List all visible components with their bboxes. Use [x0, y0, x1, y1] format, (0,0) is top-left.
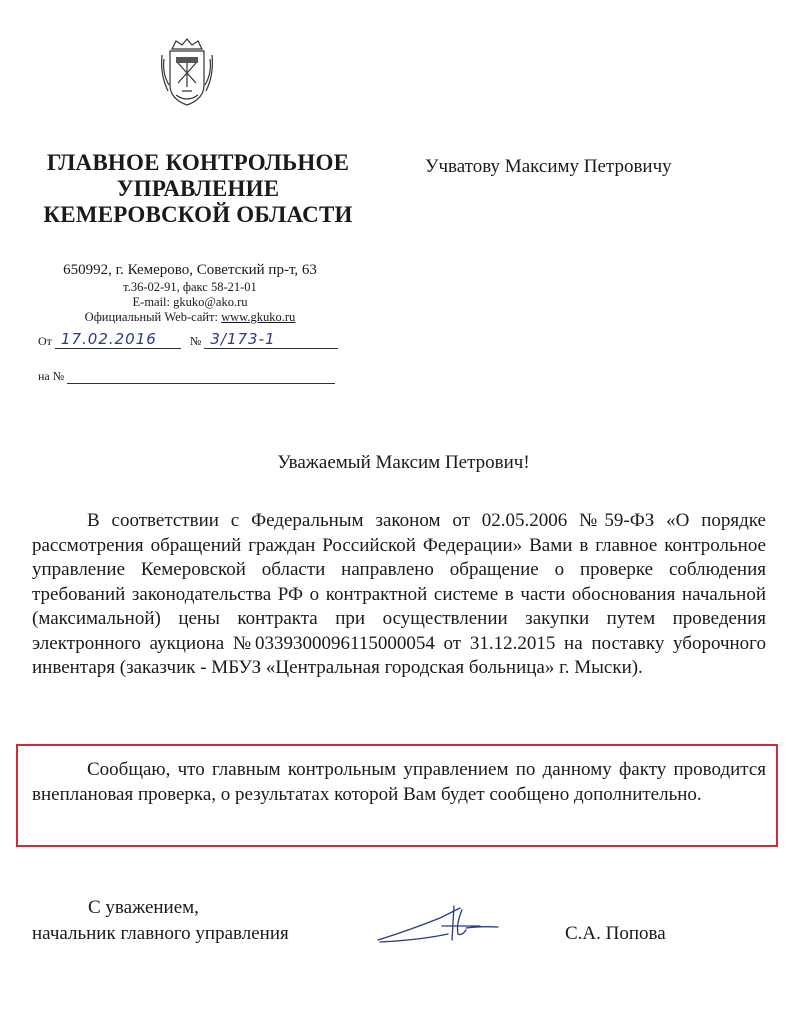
closing: С уважением, — [88, 897, 199, 918]
paragraph-1-text: В соответствии с Федеральным законом от 02.05.2006 №59-ФЗ «О порядке рассмотрения обращений граждан Российской Федерации» Вами в главное контрольное управление Кемеровской области направлено обращение о проверке соблюдения требований законодательства РФ о контрактной системе в части обоснования начальной (максимальной) цены контракта при осуществлении закупки путем проведения электронного аукциона №0339300096115000054 от 31.12.2015 на поставку уборочного инвентаря (заказчик - МБУЗ «Центральная городская больница» г. Мыски). — [32, 510, 766, 678]
body-paragraph-1 — [32, 509, 766, 681]
address: 650992, г. Кемерово, Советский пр-т, 63 — [63, 262, 317, 278]
body-paragraph-2 — [32, 758, 766, 807]
handwritten-signature-icon — [370, 900, 520, 950]
organization-name — [28, 150, 368, 228]
org-name-line-1: ГЛАВНОЕ КОНТРОЛЬНОЕ — [46, 150, 350, 175]
email: E-mail: gkuko@ako.ru — [132, 295, 248, 309]
from-label: От — [38, 334, 52, 348]
phones: т.36-02-91, факс 58-21-01 — [123, 280, 257, 294]
website-label: Официальный Web-сайт: — [84, 310, 218, 324]
coat-of-arms-icon — [158, 35, 216, 109]
signer-position: начальник главного управления — [32, 923, 289, 944]
date-field — [55, 330, 181, 349]
paragraph-2-text: Сообщаю, что главным контрольным управлением по данному факту проводится внеплановая проверка, о результатах которой Вам будет сообщено дополнительно. — [32, 759, 766, 805]
number-label: № — [189, 334, 202, 348]
contact-block — [20, 260, 360, 325]
greeting: Уважаемый Максим Петрович! — [277, 452, 530, 473]
website-link[interactable]: www.gkuko.ru — [221, 310, 296, 324]
number-value: 3/173-1 — [210, 330, 276, 348]
number-field — [204, 330, 338, 349]
registration-date-number — [38, 330, 338, 349]
signer-name: С.А. Попова — [565, 923, 666, 944]
org-name-line-3: КЕМЕРОВСКОЙ ОБЛАСТИ — [43, 202, 353, 227]
org-name-line-2: УПРАВЛЕНИЕ — [116, 176, 280, 201]
website-line — [20, 310, 360, 325]
addressee: Учватову Максиму Петровичу — [425, 156, 672, 177]
date-value: 17.02.2016 — [60, 330, 157, 348]
reply-reference — [38, 369, 335, 384]
reply-label: на № — [38, 369, 65, 383]
reply-field — [67, 369, 335, 384]
